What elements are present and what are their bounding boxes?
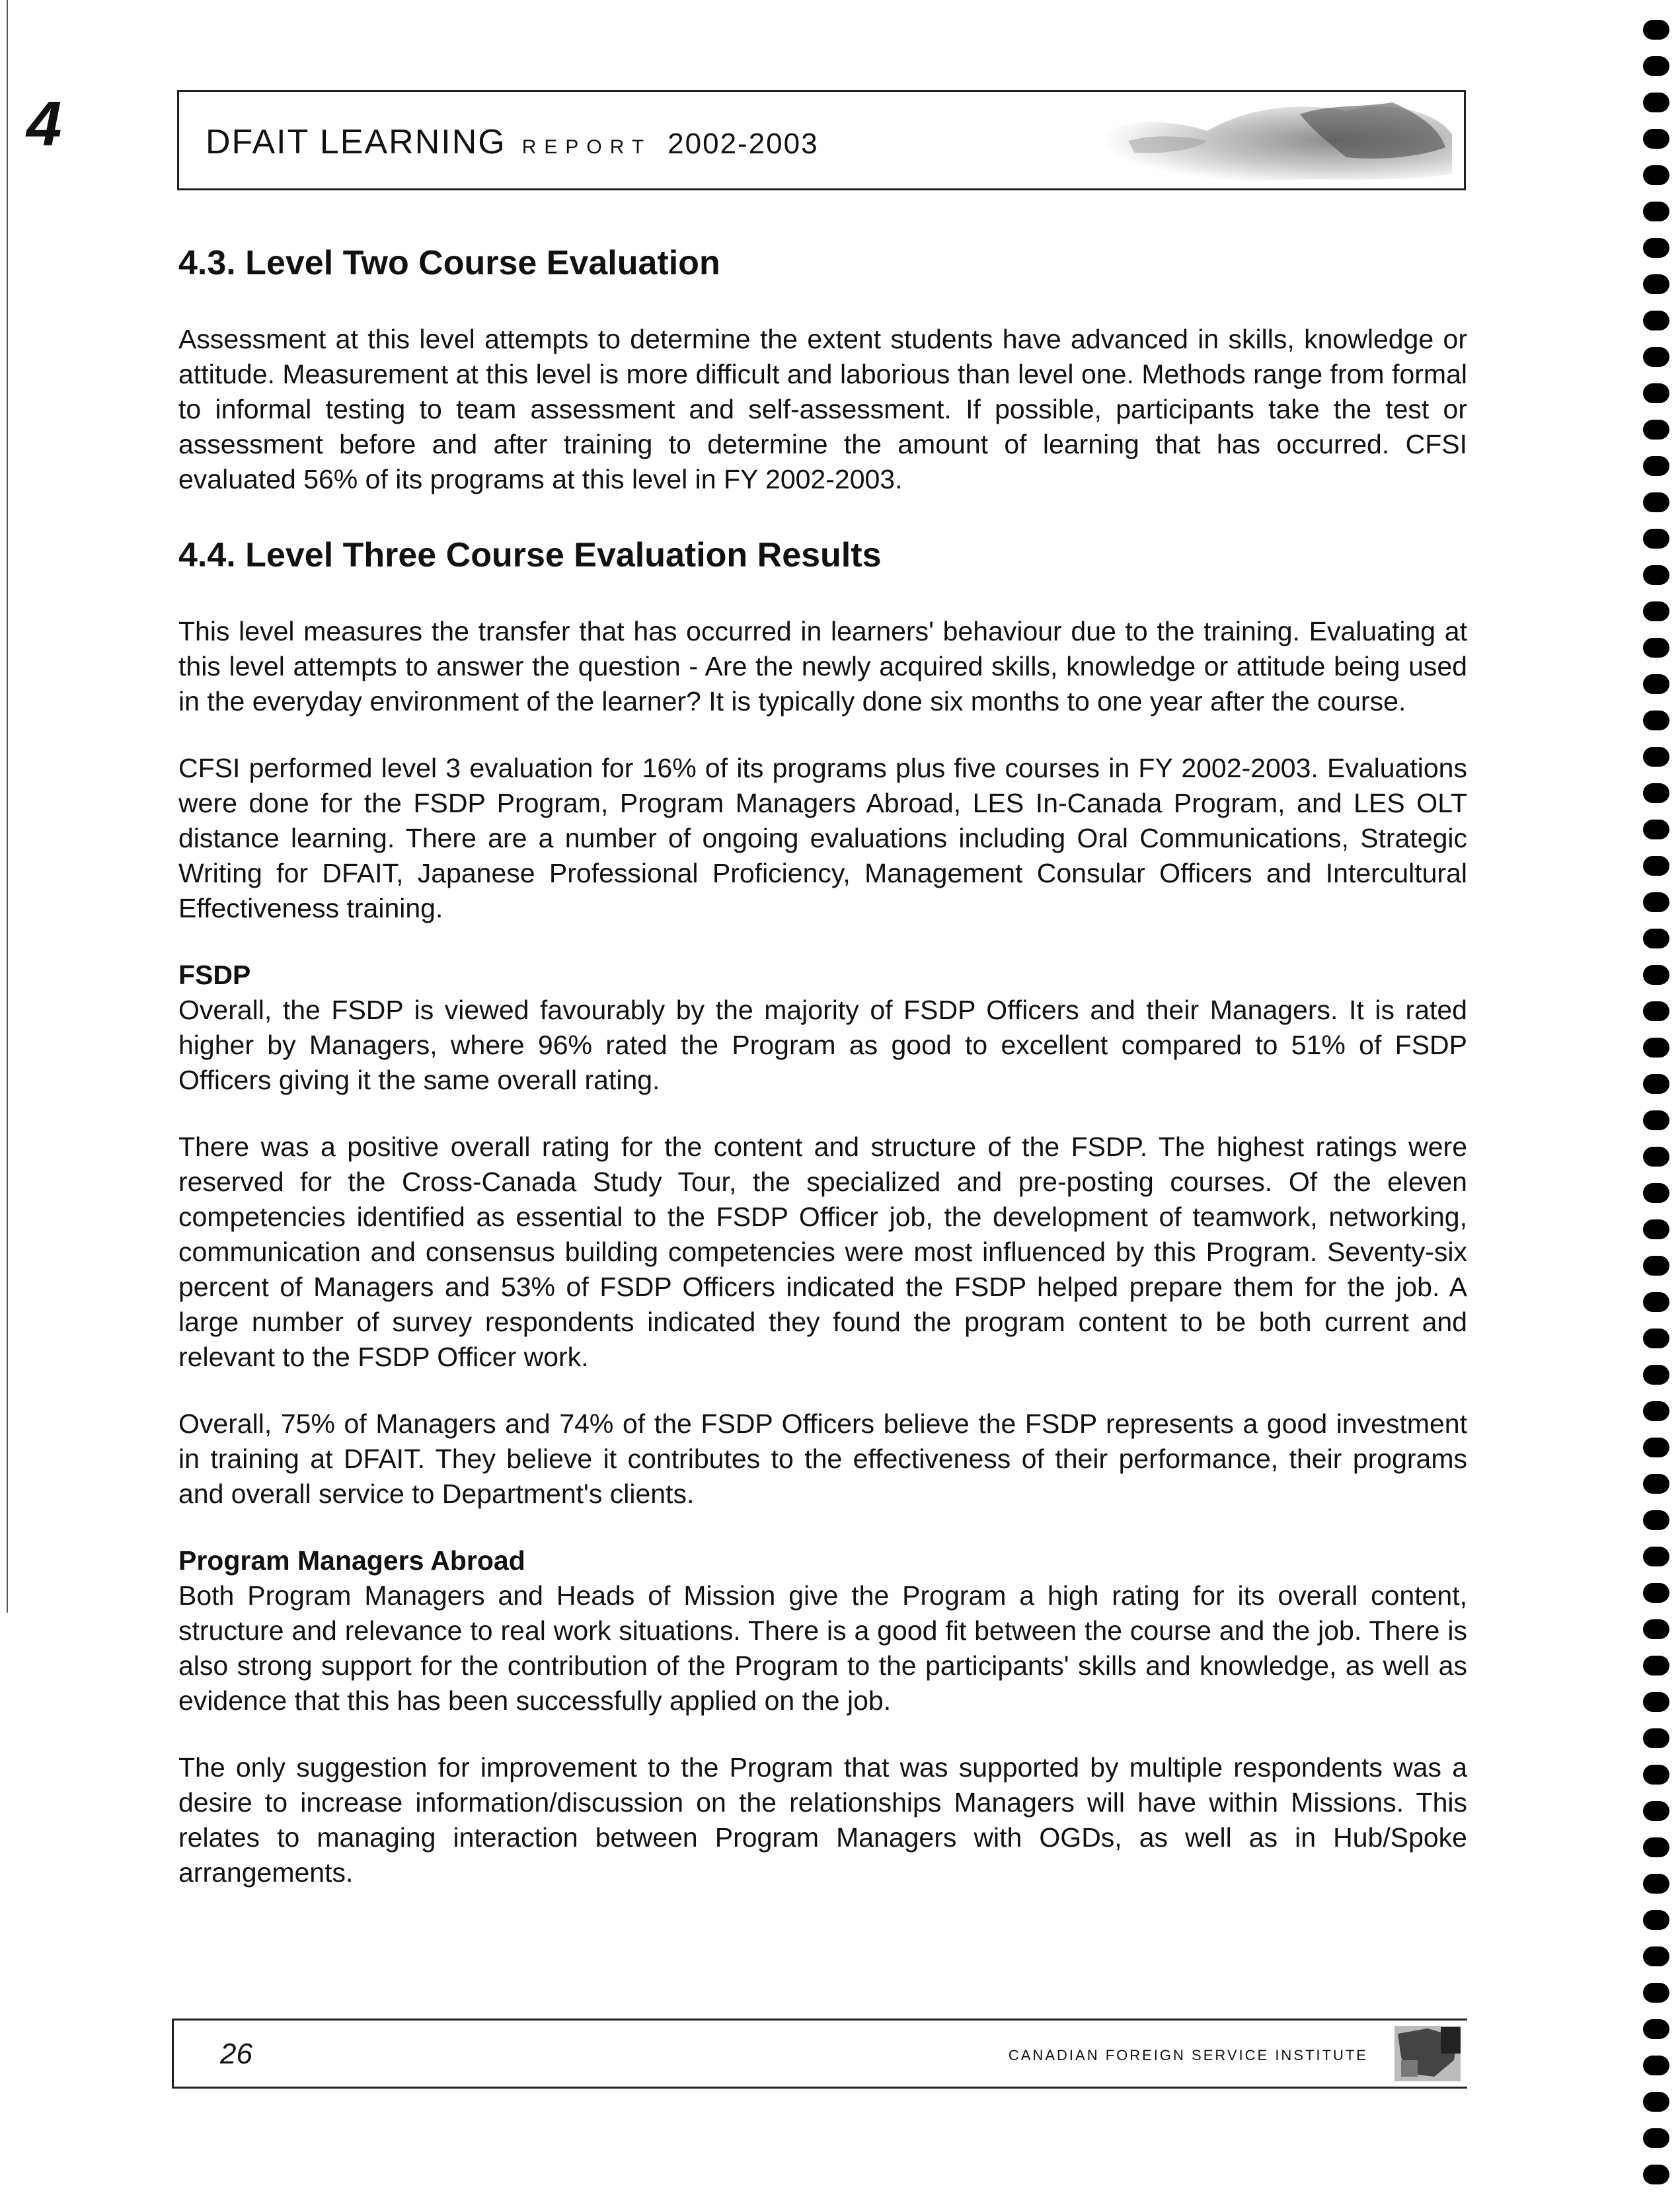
binding-hole <box>1643 856 1669 876</box>
binding-hole <box>1643 1983 1669 2003</box>
binding-hole <box>1643 892 1669 912</box>
binding-hole <box>1643 638 1669 658</box>
paragraph: The only suggestion for improvement to the Program that was supported by multiple respondents was a desire to increase information/discussion on the relationships Managers will have within Missions. This relates to managing interaction between Program Managers with OGDs, as well as in Hub/Spoke arrangements. <box>178 1752 1467 1888</box>
binding-hole <box>1643 492 1669 512</box>
binding-hole <box>1643 1074 1669 1094</box>
binding-hole <box>1643 2092 1669 2112</box>
binding-hole <box>1643 1728 1669 1748</box>
binding-hole <box>1643 783 1669 803</box>
page-number: 26 <box>220 2038 252 2070</box>
binding-hole <box>1643 56 1669 76</box>
binding-hole <box>1643 1510 1669 1530</box>
binding-hole <box>1643 1183 1669 1203</box>
binding-hole <box>1643 1329 1669 1348</box>
binding-hole <box>1643 1474 1669 1494</box>
paragraph: CFSI performed level 3 evaluation for 16% of its programs plus five courses in FY 2002-2003. Evaluations were done for the FSDP Program, Program Managers Abroad, LES In-Canada Program, and LES OLT distance learning. There are a number of ongoing evaluations including Oral Communications, Strategic Writing for DFAIT, Japanese Professional Proficiency, Management Consular Officers and Intercultural Effectiveness training. <box>178 753 1467 924</box>
institute-name: CANADIAN FOREIGN SERVICE INSTITUTE <box>1008 2047 1368 2063</box>
paragraph: This level measures the transfer that has occurred in learners' behaviour due to the training. Evaluating at this level attempts to answer the question - Are the newly acquired skills, knowledge or attitude being used in the everyday environment of the learner? It is typically done six months to one year after the course. <box>178 616 1467 717</box>
binding-hole <box>1643 1292 1669 1312</box>
binding-hole <box>1643 2019 1669 2039</box>
header-title <box>206 122 819 162</box>
binding-hole <box>1643 1365 1669 1385</box>
binding-hole <box>1643 965 1669 985</box>
binding-hole <box>1643 1401 1669 1421</box>
map-graphic-icon <box>1049 95 1459 187</box>
binding-hole <box>1643 1656 1669 1675</box>
subheading-program-managers-abroad: Program Managers Abroad <box>178 1545 525 1576</box>
binding-hole <box>1643 1438 1669 1457</box>
page-footer <box>172 2019 1467 2089</box>
paragraph: Both Program Managers and Heads of Mission give the Program a high rating for its overall content, structure and relevance to real work situations. There is a good fit between the course and the job. There is also strong support for the contribution of the Program to the participants' skills and knowledge, as well as evidence that this has been successfully applied on the job. <box>178 1580 1467 1716</box>
binding-hole <box>1643 129 1669 149</box>
binding-hole <box>1643 674 1669 694</box>
report-header <box>177 90 1466 190</box>
binding-hole <box>1643 238 1669 258</box>
binding-hole <box>1643 529 1669 549</box>
binding-hole <box>1643 1946 1669 1966</box>
binding-hole <box>1643 20 1669 40</box>
binding-hole <box>1643 711 1669 730</box>
binding-hole <box>1643 1874 1669 1894</box>
binding-hole <box>1643 565 1669 585</box>
binding-hole <box>1643 1801 1669 1821</box>
binding-hole <box>1643 1001 1669 1021</box>
header-report-label: REPORT <box>521 136 652 158</box>
binding-hole <box>1643 1910 1669 1930</box>
chapter-number: 4 <box>26 89 62 159</box>
binding-hole <box>1643 1110 1669 1130</box>
binding-hole <box>1643 601 1669 621</box>
institute-logo-icon <box>1388 2021 1467 2087</box>
binding-hole <box>1643 1547 1669 1566</box>
subheading-fsdp: FSDP <box>178 960 251 991</box>
paragraph: Assessment at this level attempts to determine the extent students have advanced in skills, knowledge or attitude. Measurement at this level is more difficult and laborious than level one. Methods range from formal to informal testing to team assessment and self-assessment. If possible, participants take the test or assessment before and after training to determine the amount of learning that has occurred. CFSI evaluated 56% of its programs at this level in FY 2002-2003. <box>178 324 1467 495</box>
paragraph: Overall, the FSDP is viewed favourably by the majority of FSDP Officers and their Managers. It is rated higher by Managers, where 96% rated the Program as good to excellent compared to 51% of FSDP Officers giving it the same overall rating. <box>178 995 1467 1096</box>
binding-hole <box>1643 311 1669 330</box>
section-heading-level-three: 4.4. Level Three Course Evaluation Results <box>178 536 882 575</box>
binding-hole <box>1643 202 1669 221</box>
binding-hole <box>1643 2128 1669 2148</box>
binding-hole <box>1643 929 1669 948</box>
binding-hole <box>1643 1147 1669 1167</box>
binding-hole <box>1643 420 1669 440</box>
paragraph: Overall, 75% of Managers and 74% of the FSDP Officers believe the FSDP represents a good investment in training at DFAIT. They believe it contributes to the effectiveness of their performance, their programs and overall service to Department's clients. <box>178 1408 1467 1510</box>
binding-hole <box>1643 1219 1669 1239</box>
binding-hole <box>1643 1256 1669 1276</box>
binding-hole <box>1643 383 1669 403</box>
binding-hole <box>1643 1038 1669 1058</box>
binding-hole <box>1643 93 1669 112</box>
binding-hole <box>1643 1837 1669 1857</box>
binding-hole <box>1643 2056 1669 2075</box>
binding-hole <box>1643 747 1669 767</box>
header-years: 2002-2003 <box>668 128 819 160</box>
scan-margin-line <box>7 0 8 1613</box>
page-content <box>178 245 1467 1922</box>
header-title-text: DFAIT LEARNING <box>206 123 506 161</box>
binding-hole <box>1643 1765 1669 1785</box>
binding-hole <box>1643 1583 1669 1603</box>
section-heading-level-two: 4.3. Level Two Course Evaluation <box>178 244 720 282</box>
binding-hole <box>1643 1619 1669 1639</box>
paragraph: There was a positive overall rating for the content and structure of the FSDP. The highest ratings were reserved for the Cross-Canada Study Tour, the specialized and pre-posting courses. Of the eleven competencies identified as essential to the FSDP Officer job, the development of teamwork, networking, communication and consensus building competencies were most influenced by this Program. Seventy-six percent of Managers and 53% of FSDP Officers indicated the FSDP helped prepare them for the job. A large number of survey respondents indicated they found the program content to be both current and relevant to the FSDP Officer work. <box>178 1132 1467 1373</box>
binding-hole <box>1643 347 1669 367</box>
binding-hole <box>1643 2165 1669 2184</box>
binding-hole <box>1643 1692 1669 1712</box>
spiral-binding <box>1643 0 1680 2195</box>
binding-hole <box>1643 274 1669 294</box>
binding-hole <box>1643 165 1669 185</box>
binding-hole <box>1643 820 1669 839</box>
binding-hole <box>1643 456 1669 476</box>
